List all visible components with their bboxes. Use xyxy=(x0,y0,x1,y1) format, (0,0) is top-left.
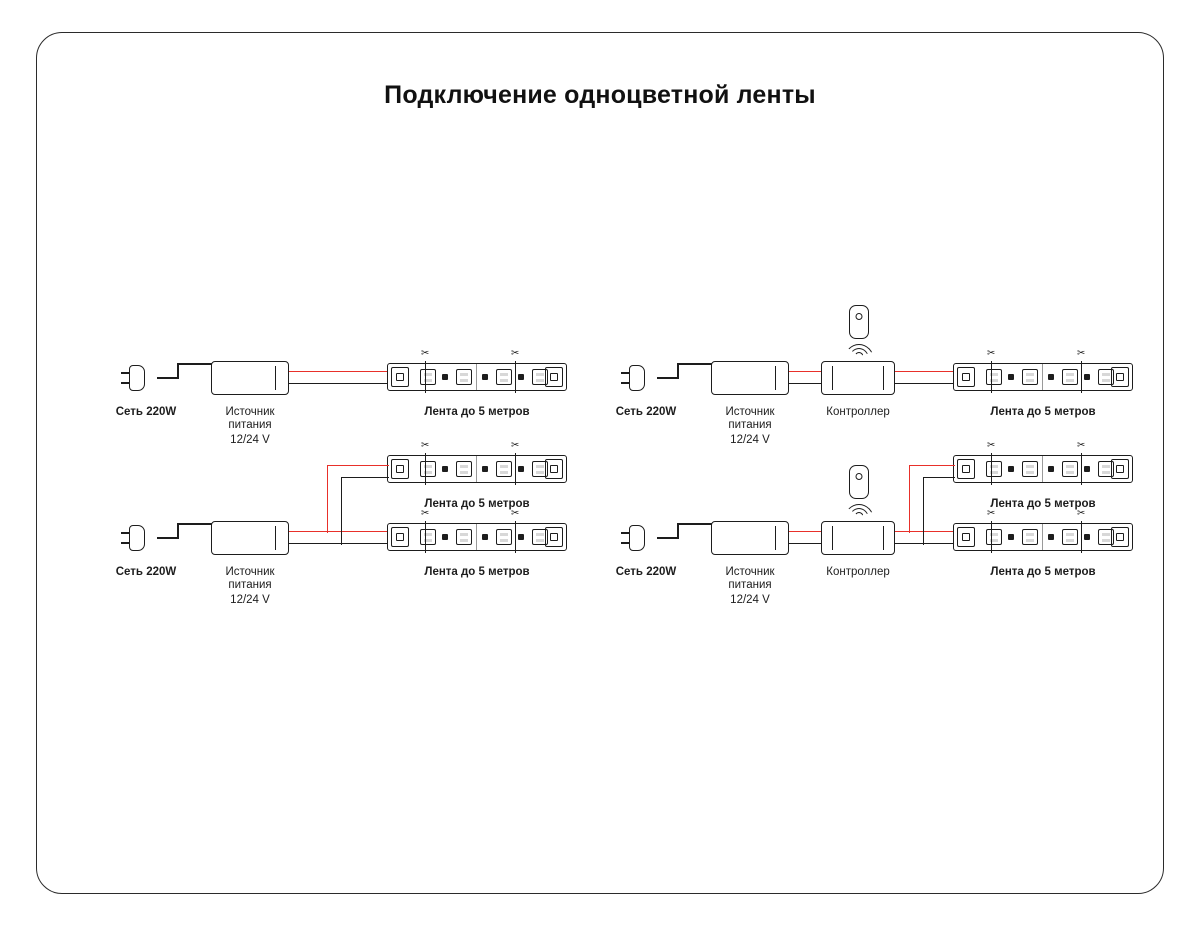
cut-mark-icon: ✂ xyxy=(1077,508,1086,519)
mains-cord xyxy=(157,377,179,379)
negative-wire xyxy=(789,383,823,384)
strip-resistor xyxy=(1008,374,1014,380)
strip-led xyxy=(496,529,512,545)
diagram-psu-two-strips xyxy=(87,440,647,683)
negative-branch-riser xyxy=(341,477,342,545)
strip-resistor xyxy=(1048,534,1054,540)
psu-label-line3: 12/24 V xyxy=(230,434,270,446)
mains-plug-icon xyxy=(121,365,157,391)
mains-cord-top xyxy=(677,523,713,525)
mains-label: Сеть 220W xyxy=(115,566,177,578)
strip-led xyxy=(496,461,512,477)
diagram-psu-controller-two-strips xyxy=(587,440,1147,683)
controller-box xyxy=(821,521,895,555)
strip-led xyxy=(420,529,436,545)
strip-pad-right xyxy=(545,459,563,479)
psu-label-line2: питания xyxy=(228,419,272,431)
strip-label: Лента до 5 метров xyxy=(424,498,530,510)
cut-mark-icon: ✂ xyxy=(1077,440,1086,451)
positive-wire xyxy=(895,531,955,532)
mains-cord-top xyxy=(177,523,213,525)
negative-wire xyxy=(789,543,823,544)
strip-resistor xyxy=(518,374,524,380)
strip-resistor xyxy=(1048,374,1054,380)
strip-led xyxy=(456,461,472,477)
strip-resistor xyxy=(1008,534,1014,540)
cut-mark-icon: ✂ xyxy=(987,348,996,359)
cut-mark-icon: ✂ xyxy=(987,508,996,519)
strip-label: Лента до 5 метров xyxy=(990,566,1096,578)
strip-led xyxy=(420,369,436,385)
strip-resistor xyxy=(482,466,488,472)
psu-label-line2: питания xyxy=(228,579,272,591)
negative-wire xyxy=(289,543,389,544)
strip-label: Лента до 5 метров xyxy=(990,406,1096,418)
strip-led xyxy=(1022,529,1038,545)
strip-pad-right xyxy=(545,527,563,547)
strip-resistor xyxy=(442,466,448,472)
cut-mark-icon: ✂ xyxy=(511,348,520,359)
mains-cord xyxy=(157,537,179,539)
negative-branch-riser xyxy=(923,477,924,545)
positive-branch-riser xyxy=(909,465,910,533)
strip-led xyxy=(1022,461,1038,477)
positive-branch-riser xyxy=(327,465,328,533)
cut-line xyxy=(991,361,992,393)
cut-line xyxy=(1081,453,1082,485)
negative-wire xyxy=(895,383,955,384)
positive-branch-top xyxy=(909,465,955,466)
strip-resistor xyxy=(442,534,448,540)
positive-branch-top xyxy=(327,465,389,466)
strip-led xyxy=(496,369,512,385)
psu-label-line2: питания xyxy=(728,579,772,591)
led-strip xyxy=(953,455,1133,483)
positive-wire xyxy=(289,531,389,532)
cut-mark-icon: ✂ xyxy=(421,440,430,451)
strip-led xyxy=(456,369,472,385)
controller-label: Контроллер xyxy=(826,566,890,578)
mains-cord-riser xyxy=(677,523,679,539)
negative-branch-top xyxy=(923,477,955,478)
cut-line xyxy=(425,453,426,485)
cut-line xyxy=(425,361,426,393)
led-strip xyxy=(387,363,567,391)
strip-pad-right xyxy=(1111,459,1129,479)
strip-pad-right xyxy=(545,367,563,387)
psu-label-line1: Источник xyxy=(225,406,275,418)
psu-label-line1: Источник xyxy=(725,406,775,418)
mains-label: Сеть 220W xyxy=(615,566,677,578)
mains-label: Сеть 220W xyxy=(115,406,177,418)
strip-pad-left xyxy=(391,527,409,547)
negative-branch-top xyxy=(341,477,389,478)
controller-box xyxy=(821,361,895,395)
cut-mark-icon: ✂ xyxy=(511,508,520,519)
psu-label-line2: питания xyxy=(728,419,772,431)
strip-pad-left xyxy=(957,367,975,387)
strip-label: Лента до 5 метров xyxy=(424,406,530,418)
led-strip xyxy=(387,455,567,483)
mains-cord xyxy=(657,537,679,539)
mains-cord-riser xyxy=(177,363,179,379)
strip-resistor xyxy=(482,534,488,540)
strip-pad-left xyxy=(391,459,409,479)
strip-resistor xyxy=(518,466,524,472)
strip-resistor xyxy=(1008,466,1014,472)
cut-line xyxy=(991,521,992,553)
diagram-card xyxy=(36,32,1164,894)
cut-mark-icon: ✂ xyxy=(987,440,996,451)
psu-label-line1: Источник xyxy=(225,566,275,578)
led-strip xyxy=(953,523,1133,551)
negative-wire xyxy=(289,383,389,384)
ir-remote-icon xyxy=(849,305,869,339)
strip-resistor xyxy=(518,534,524,540)
strip-resistor xyxy=(442,374,448,380)
positive-wire xyxy=(789,371,823,372)
strip-resistor xyxy=(1084,534,1090,540)
cut-line xyxy=(515,453,516,485)
strip-pad-left xyxy=(391,367,409,387)
strip-resistor xyxy=(482,374,488,380)
cut-mark-icon: ✂ xyxy=(1077,348,1086,359)
power-supply-box xyxy=(711,521,789,555)
strip-pad-left xyxy=(957,459,975,479)
psu-label-line3: 12/24 V xyxy=(730,594,770,606)
ir-remote-icon xyxy=(849,465,869,499)
cut-line xyxy=(1081,521,1082,553)
positive-wire xyxy=(895,371,955,372)
strip-led xyxy=(456,529,472,545)
power-supply-box xyxy=(211,521,289,555)
mains-plug-icon xyxy=(621,525,657,551)
cut-mark-icon: ✂ xyxy=(421,348,430,359)
strip-label: Лента до 5 метров xyxy=(990,498,1096,510)
led-strip xyxy=(387,523,567,551)
mains-cord-top xyxy=(677,363,713,365)
cut-line xyxy=(515,521,516,553)
strip-resistor xyxy=(1084,374,1090,380)
cut-line xyxy=(515,361,516,393)
mains-cord-riser xyxy=(177,523,179,539)
strip-label: Лента до 5 метров xyxy=(424,566,530,578)
positive-wire xyxy=(289,371,389,372)
page-title: Подключение одноцветной ленты xyxy=(384,81,816,109)
strip-led xyxy=(986,461,1002,477)
controller-label: Контроллер xyxy=(826,406,890,418)
negative-wire xyxy=(895,543,955,544)
cut-line xyxy=(1081,361,1082,393)
psu-label-line3: 12/24 V xyxy=(230,594,270,606)
mains-label: Сеть 220W xyxy=(615,406,677,418)
cut-line xyxy=(991,453,992,485)
strip-led xyxy=(420,461,436,477)
strip-led xyxy=(986,369,1002,385)
strip-pad-right xyxy=(1111,527,1129,547)
strip-led xyxy=(1062,461,1078,477)
positive-wire xyxy=(789,531,823,532)
strip-resistor xyxy=(1048,466,1054,472)
psu-label-line1: Источник xyxy=(725,566,775,578)
strip-pad-left xyxy=(957,527,975,547)
cut-mark-icon: ✂ xyxy=(511,440,520,451)
cut-line xyxy=(425,521,426,553)
mains-cord-top xyxy=(177,363,213,365)
strip-led xyxy=(1062,529,1078,545)
strip-pad-right xyxy=(1111,367,1129,387)
mains-cord-riser xyxy=(677,363,679,379)
mains-plug-icon xyxy=(621,365,657,391)
strip-led xyxy=(1062,369,1078,385)
signal-waves-icon xyxy=(842,503,876,517)
strip-resistor xyxy=(1084,466,1090,472)
strip-led xyxy=(1022,369,1038,385)
signal-waves-icon xyxy=(842,343,876,357)
psu-label-line3: 12/24 V xyxy=(730,434,770,446)
strip-led xyxy=(986,529,1002,545)
mains-plug-icon xyxy=(121,525,157,551)
led-strip xyxy=(953,363,1133,391)
power-supply-box xyxy=(711,361,789,395)
mains-cord xyxy=(657,377,679,379)
power-supply-box xyxy=(211,361,289,395)
cut-mark-icon: ✂ xyxy=(421,508,430,519)
